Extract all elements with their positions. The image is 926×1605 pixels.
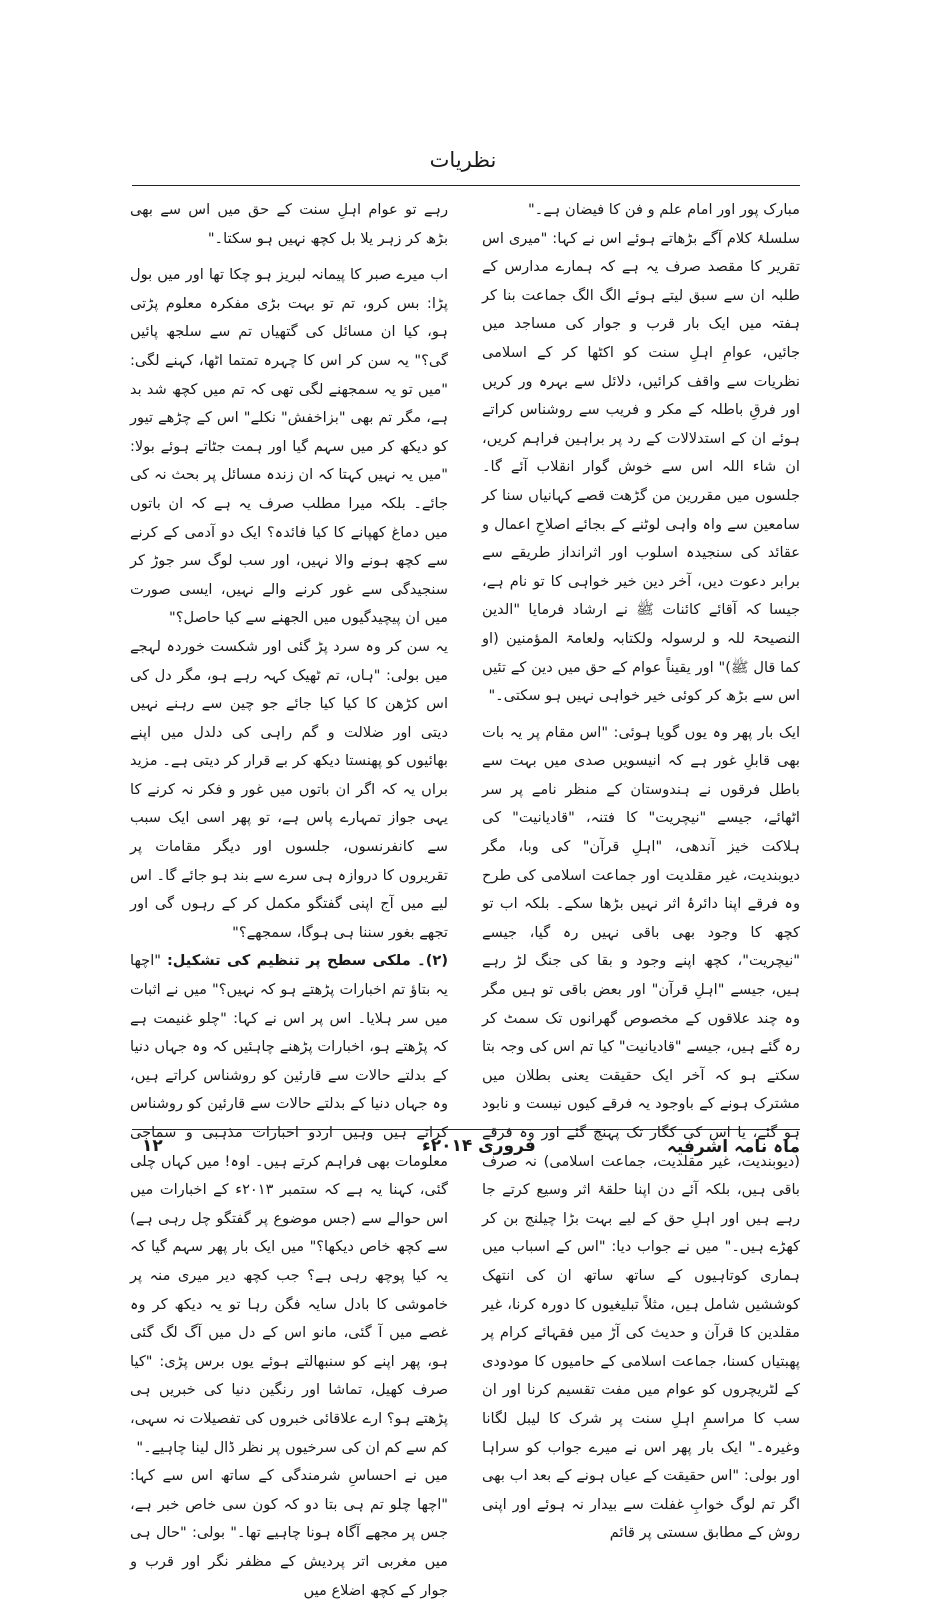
paragraph: میں نے احساسِ شرمندگی کے ساتھ اس سے کہا: "اچھا چلو تم ہی بتا دو کہ کون سی خاص خبر ہے، جس پر مجھے آگاہ ہونا چاہیے تھا۔" بولی: "حال ہی میں مغربی اتر پردیش کے مظفر نگر اور قرب و جوار کے کچھ اضلاع میں [130, 1467, 448, 1599]
paragraph: یہ سن کر وہ سرد پڑ گئی اور شکست خوردہ لہجے میں بولی: "ہاں، تم ٹھیک کہہ رہے ہو، مگر دل کی اس کڑھن کا کیا کیا جائے جو چین سے رہنے نہیں دیتی اور ضلالت و گم راہی کی دلدل میں اپنے بھائیوں کو پھنستا دیکھ کر بے قرار کر دیتی ہے۔ مزید براں یہ کہ اگر ان باتوں میں غور و فکر نہ کرنے کا یہی جواز تمہارے پاس ہے، تو پھر اسی ایک سبب سے کانفرنسوں، جلسوں اور دیگر مقامات پر تقریروں کا دروازہ ہی سرے سے بند ہو جائے گا۔ اس لیے میں آج اپنی گفتگو مکمل کر کے رہوں گی اور تجھے بغور سننا ہی ہوگا، سمجھے؟" [130, 637, 448, 941]
paragraph-text: "اچھا یہ بتاؤ تم اخبارات پڑھتے ہو کہ نہیں؟" میں نے اثبات میں سر ہلایا۔ اس پر اس نے کہا: "چلو غنیمت ہے کہ پڑھتے ہو، اخبارات پڑھنے چاہئیں کہ وہ جہاں دنیا کے بدلتے حالات سے قارئین کو روشناس کراتے ہیں، وہ جہاں دنیا کے بدلتے حالات سے قارئین کو روشناس کراتے ہیں وہیں اردو اخبارات مذہبی و سماجی معلومات بھی فراہم کرتے ہیں۔ اوہ! میں کہاں چلی گئی، کہنا یہ ہے کہ ستمبر ۲۰۱۳ء کے اخبارات میں اس حوالے سے (جس موضوع پر گفتگو چل رہی ہے) سے کچھ خاص دیکھا؟" میں ایک بار پھر سہم گیا کہ یہ کیا پوچھ رہی ہے؟ جب کچھ دیر میری منہ پر خاموشی کا بادل سایہ فگن رہا تو یہ دیکھ کر وہ غصے میں آ گئی، مانو اس کے دل میں آگ لگ گئی ہو، پھر اپنے کو سنبھالتے ہوئے یوں برس پڑی: "کیا صرف کھیل، تماشا اور رنگین دنیا کی خبریں ہی پڑھتے ہو؟ ارے علاقائی خبروں کی تفصیلات نہ سہی، کم سے کم ان کی سرخیوں پر نظر ڈال لینا چاہیے۔" [130, 952, 448, 1456]
paragraph: ایک بار پھر وہ یوں گویا ہوئی: "اس مقام پر یہ بات بھی قابلِ غور ہے کہ انیسویں صدی میں بہت سے باطل فرقوں نے ہندوستان کے منظر نامے پر سر اٹھائے، جیسے "نیچریت" کا فتنہ، "قادیانیت" کی ہلاکت خیز آندھی، "اہلِ قرآن" کی وبا، مگر دیوبندیت، غیر مقلدیت اور جماعت اسلامی کی طرح وہ فرقے اپنا دائرۂ اثر نہیں بڑھا سکے۔ بلکہ اب تو کچھ کا وجود بھی باقی نہیں رہ گیا، جیسے "نیچریت"، کچھ اپنے وجود و بقا کی جنگ لڑ رہے ہیں، جیسے "اہلِ قرآن" اور بعض باقی تو ہیں مگر وہ چند علاقوں کے مخصوص گھرانوں تک سمٹ کر رہ گئے ہیں، جیسے "قادیانیت" کیا تم اس کی وجہ بتا سکتے ہو کہ آخر ایک حقیقت یعنی بطلان میں مشترک ہونے کے باوجود یہ فرقے کیوں نیست و نابود ہو گئے، یا اس کی کگار تک پہنچ گئے اور وہ فرقے (دیوبندیت، غیر مقلدیت، جماعت اسلامی) نہ صرف باقی ہیں، بلکہ آئے دن اپنا حلقۂ اثر وسیع کرتے جا رہے ہیں اور اہلِ حق کے لیے بہت بڑا چیلنج بن کر کھڑے ہیں۔" میں نے جواب دیا: "اس کے اسباب میں ہماری کوتاہیوں کے ساتھ ساتھ ان کی انتھک کوششیں شامل ہیں، مثلاً تبلیغیوں کا دورہ کرنا، غیر مقلدین کا قرآن و حدیث کی آڑ میں فقہائے کرام پر پھبتیاں کسنا، جماعت اسلامی کے حامیوں کا مودودی کے لٹریچروں کو عوام میں مفت تقسیم کرنا اور ان سب کا مراسمِ اہلِ سنت پر شرک کا لیبل لگانا وغیرہ۔" ایک بار پھر اس نے میرے جواب کو سراہا اور بولی: "اس حقیقت کے عیاں ہونے کے بعد اب بھی اگر تم لوگ خوابِ غفلت سے بیدار نہ ہوئے اور اپنی روش کے مطابق سستی پر قائم [482, 723, 800, 1542]
issue-date: فروری ۲۰۱۴ء [422, 1136, 536, 1156]
paragraph [130, 947, 448, 1462]
magazine-name: ماہ نامہ اشرفیہ [666, 1137, 800, 1157]
page-header-title: نظریات [429, 148, 497, 172]
paragraph: رہے تو عوام اہلِ سنت کے حق میں اس سے بھی بڑھ کر زہر یلا بل کچھ نہیں ہو سکتا۔" [130, 201, 448, 247]
header-divider [132, 185, 800, 186]
paragraph: مبارک پور اور امام علم و فن کا فیضان ہے۔" [527, 201, 800, 218]
page-footer [132, 1136, 800, 1166]
section-heading: (۲)۔ ملکی سطح پر تنظیم کی تشکیل: [166, 952, 448, 970]
footer-divider [132, 1129, 800, 1130]
paragraph: سلسلۂ کلام آگے بڑھاتے ہوئے اس نے کہا: "میری اس تقریر کا مقصد صرف یہ ہے کہ ہمارے مدارس کے طلبہ ان سے سبق لیتے ہوئے الگ الگ جماعت بنا کر ہفتہ میں ایک بار قرب و جوار کی مساجد میں جائیں، عوامِ اہلِ سنت کو اکٹھا کر کے اسلامی نظریات سے واقف کرائیں، دلائل سے بہرہ ور کریں اور فرقِ باطلہ کے مکر و فریب سے روشناس کراتے ہوئے ان کے استدلالات کے رد پر براہین فراہم کریں، ان شاء اللہ اس سے خوش گوار انقلاب آئے گا۔ جلسوں میں مقررین من گڑھت قصے کہانیاں سنا کر سامعین سے واہ واہی لوٹنے کے بجائے اصلاحِ اعمال و عقائد کی سنجیدہ اسلوب اور اثرانداز طریقے سے برابر دعوت دیں، آخر دین خیر خواہی کا تو نام ہے، جیسا کہ آقائے کائنات ﷺ نے ارشاد فرمایا "الدین النصیحۃ للہ و لرسولہ ولکتابہ ولعامۃ المؤمنین (او کما قال ﷺ)" اور یقیناً عوام کے حق میں دین کے تئیں اس سے بڑھ کر کوئی خیر خواہی نہیں ہو سکتی۔" [482, 229, 800, 705]
page-number: ۱۲ [142, 1136, 163, 1156]
paragraph: اب میرے صبر کا پیمانہ لبریز ہو چکا تھا اور میں بول پڑا: بس کرو، تم تو بہت بڑی مفکرہ معلوم پڑتی ہو، کیا ان مسائل کی گتھیاں تم سے سلجھ پائیں گی؟" یہ سن کر اس کا چہرہ تمتما اٹھا، کہنے لگی: "میں تو یہ سمجھنے لگی تھی کہ تم میں کچھ شد بد ہے، مگر تم بھی "بزاخفش" نکلے" اس کے چڑھے تیور کو دیکھ کر میں سہم گیا اور ہمت جٹاتے ہوئے بولا: "میں یہ نہیں کہتا کہ ان زندہ مسائل پر بحث نہ کی جائے۔ بلکہ میرا مطلب صرف یہ ہے کہ ان باتوں میں دماغ کھپانے کا کیا فائدہ؟ ایک دو آدمی کے کرنے سے کچھ ہونے والا نہیں، اور سب لوگ سر جوڑ کر سنجیدگی سے غور کرنے والے نہیں، ایسی صورت میں ان پیچیدگیوں میں الجھنے سے کیا حاصل؟" [130, 266, 448, 627]
